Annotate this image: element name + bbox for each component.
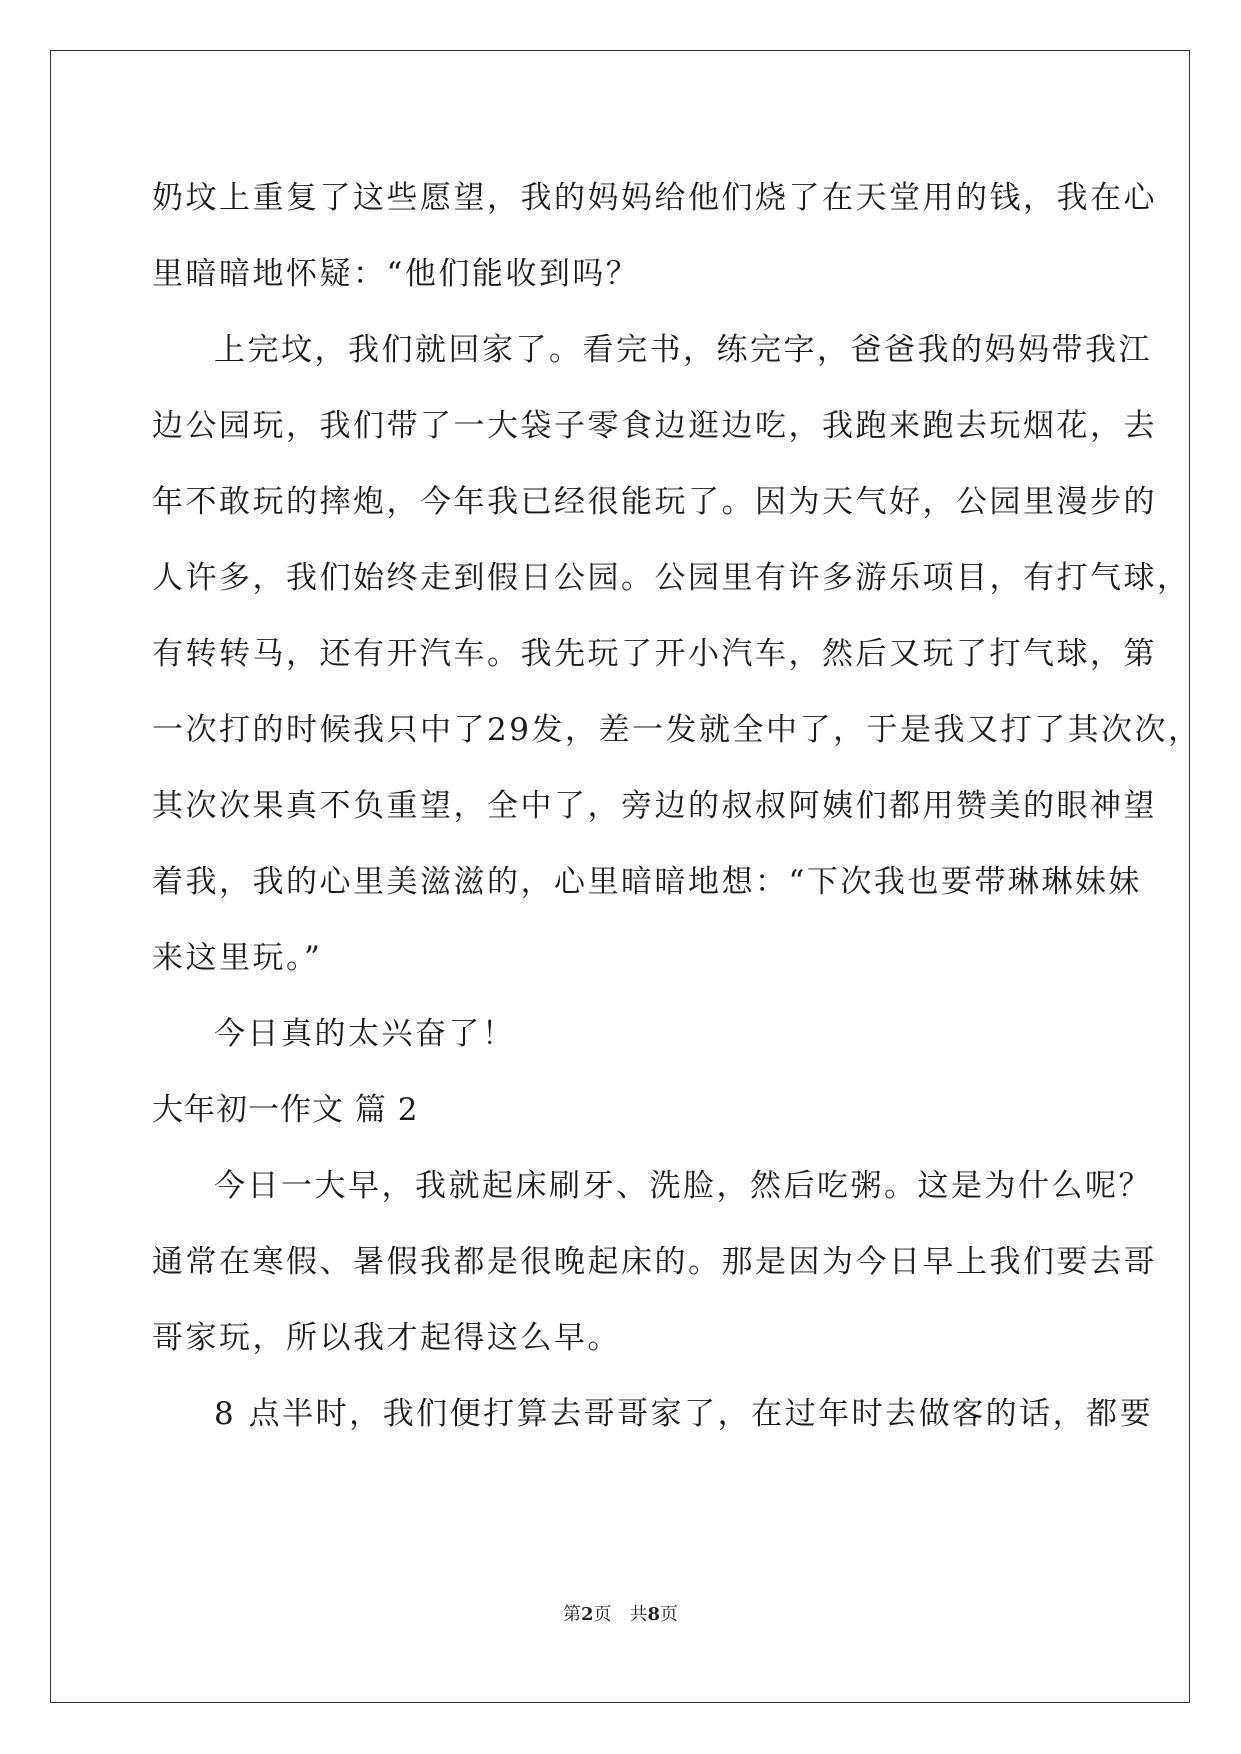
text-line: 着我，我的心里美滋滋的，心里暗暗地想：“下次我也要带琳琳妹妹 xyxy=(152,864,1142,900)
text-line: 一次打的时候我只中了29发，差一发就全中了，于是我又打了其次次， xyxy=(152,712,1202,748)
paragraph-start-line: 8 点半时，我们便打算去哥哥家了，在过年时去做客的话，都要 xyxy=(214,1396,1154,1432)
text-line: 哥家玩，所以我才起得这么早。 xyxy=(152,1320,621,1356)
paragraph-start-line: 今日一大早，我就起床刷牙、洗脸，然后吃粥。这是为什么呢？ xyxy=(214,1168,1152,1204)
section-heading: 大年初一作文 篇 2 xyxy=(152,1092,419,1128)
page-current: 2 xyxy=(580,1604,594,1625)
text-line: 有转转马，还有开汽车。我先玩了开小汽车，然后又玩了打气球，第 xyxy=(152,636,1157,672)
text-line: 奶坟上重复了这些愿望，我的妈妈给他们烧了在天堂用的钱，我在心 xyxy=(152,180,1157,216)
paragraph-start-line: 上完坟，我们就回家了。看完书，练完字，爸爸我的妈妈带我江 xyxy=(214,332,1152,368)
text-line: 通常在寒假、暑假我都是很晚起床的。那是因为今日早上我们要去哥 xyxy=(152,1244,1157,1280)
paragraph-start-line: 今日真的太兴奋了！ xyxy=(214,1016,516,1052)
text-line: 年不敢玩的摔炮，今年我已经很能玩了。因为天气好，公园里漫步的 xyxy=(152,484,1157,520)
total-prefix: 共 xyxy=(629,1604,648,1625)
text-line: 边公园玩，我们带了一大袋子零食边逛边吃，我跑来跑去玩烟花，去 xyxy=(152,408,1157,444)
page-suffix: 页 xyxy=(593,1604,612,1625)
page-prefix: 第 xyxy=(562,1604,581,1625)
text-line: 里暗暗地怀疑：“他们能收到吗？ xyxy=(152,256,640,292)
text-line: 其次次果真不负重望，全中了，旁边的叔叔阿姨们都用赞美的眼神望 xyxy=(152,788,1157,824)
total-suffix: 页 xyxy=(660,1604,679,1625)
text-line: 人许多，我们始终走到假日公园。公园里有许多游乐项目，有打气球， xyxy=(152,560,1191,596)
text-line: 来这里玩。” xyxy=(152,940,323,976)
page-footer xyxy=(0,1600,1241,1626)
page-total: 8 xyxy=(647,1604,661,1625)
document-body xyxy=(152,160,1202,1452)
